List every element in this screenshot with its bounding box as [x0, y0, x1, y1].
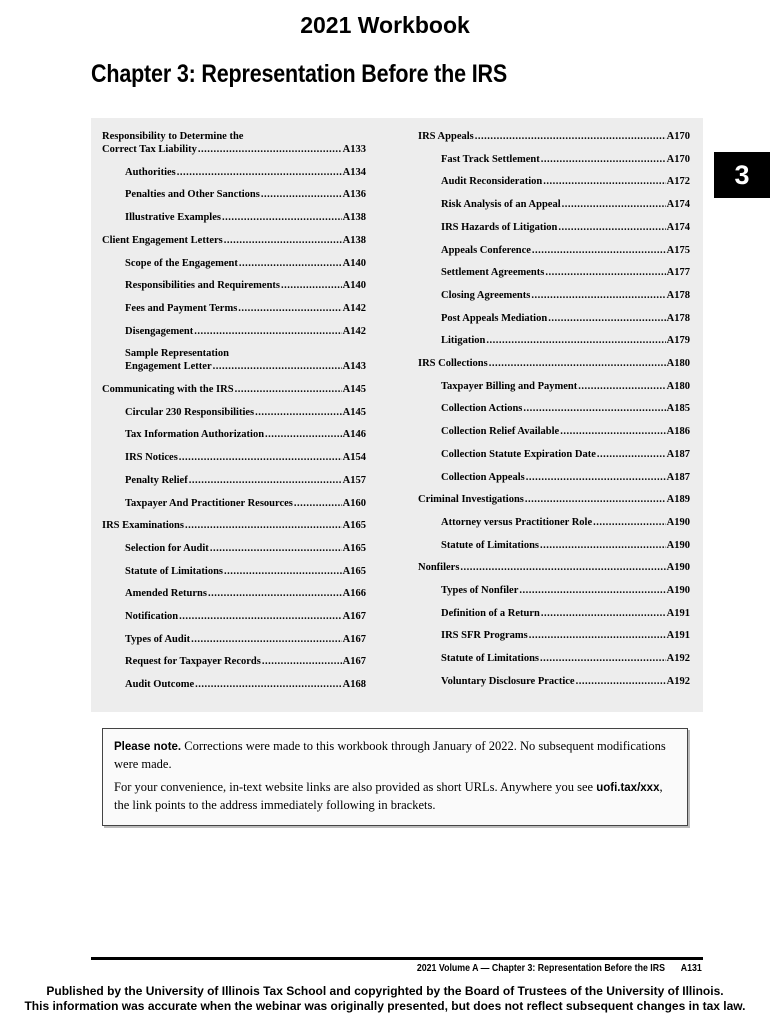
- toc-entry: [441, 198, 690, 211]
- toc-entry: [125, 188, 366, 201]
- dot-leader: [486, 334, 665, 347]
- toc-entry: [102, 383, 366, 396]
- toc-entry-title: Collection Actions: [441, 403, 523, 415]
- dot-leader: [208, 587, 342, 600]
- chapter-tab: 3: [714, 152, 770, 198]
- toc-entry: [418, 493, 690, 506]
- dot-leader: [179, 451, 342, 464]
- toc-entry-title: Settlement Agreements: [441, 267, 545, 279]
- toc-entry-title: Circular 230 Responsibilities: [125, 406, 255, 418]
- toc-entry: [441, 471, 690, 484]
- toc-entry-title: Taxpayer And Practitioner Resources: [125, 497, 293, 509]
- toc-entry: [125, 279, 366, 292]
- dot-leader: [198, 143, 342, 156]
- note-label: Please note.: [114, 741, 182, 753]
- toc-entry-page: A174: [666, 199, 690, 211]
- toc-entry-page: A140: [342, 280, 366, 292]
- toc-entry-page: A190: [666, 539, 690, 551]
- toc-entry-page: A134: [342, 166, 366, 178]
- toc-entry: [441, 516, 690, 529]
- toc-entry: [441, 153, 690, 166]
- toc-entry-page: A175: [666, 244, 690, 256]
- toc-entry: [125, 655, 366, 668]
- dot-leader: [545, 266, 665, 279]
- toc-entry-title: Collection Statute Expiration Date: [441, 448, 596, 460]
- toc-entry-page: A154: [342, 452, 366, 464]
- workbook-title: 2021 Workbook: [300, 12, 470, 38]
- toc-entry-title: Litigation: [441, 335, 486, 347]
- toc-entry: [441, 629, 690, 642]
- dot-leader: [593, 516, 666, 529]
- note-box: [102, 728, 688, 826]
- toc-entry-page: A187: [666, 448, 690, 460]
- toc-entry-page: A170: [666, 153, 690, 165]
- toc-entry-page: A179: [666, 335, 690, 347]
- toc-entry-page: A142: [342, 325, 366, 337]
- dot-leader: [261, 188, 342, 201]
- toc-entry-page: A186: [666, 426, 690, 438]
- toc-entry: [125, 166, 366, 179]
- toc-entry-page: A177: [666, 267, 690, 279]
- toc-entry: [441, 652, 690, 665]
- toc-entry-title: Appeals Conference: [441, 244, 531, 256]
- toc-entry: [441, 425, 690, 438]
- toc-entry: [125, 406, 366, 419]
- toc-entry-title: Responsibilities and Requirements: [125, 280, 280, 292]
- toc-entry-title: Fees and Payment Terms: [125, 302, 238, 314]
- toc-entry-title: Tax Information Authorization: [125, 429, 265, 441]
- dot-leader: [523, 402, 665, 415]
- short-url-text-before: For your convenience, in-text website links are also provided as short URLs. Anywhere you see: [114, 780, 597, 794]
- toc-entry-title: Client Engagement Letters: [102, 234, 223, 246]
- dot-leader: [265, 428, 342, 441]
- toc-entry-title: Audit Outcome: [125, 679, 195, 691]
- toc-entry-page: A167: [342, 656, 366, 668]
- toc-entry-page: A146: [342, 429, 366, 441]
- toc-entry: [125, 451, 366, 464]
- toc-entry-title: Request for Taxpayer Records: [125, 656, 261, 668]
- toc-entry: [125, 257, 366, 270]
- toc-entry-title: Statute of Limitations: [441, 653, 539, 665]
- toc-entry-title-line1: Sample Representation: [125, 348, 229, 360]
- toc-entry-page: A174: [666, 221, 690, 233]
- dot-leader: [562, 198, 666, 211]
- dot-leader: [262, 655, 342, 668]
- toc-entry: [441, 380, 690, 393]
- toc-entry: [125, 565, 366, 578]
- toc-entry-title: IRS Notices: [125, 452, 178, 464]
- note-text: Corrections were made to this workbook through January of 2022. No subsequent modifications were made.: [114, 739, 666, 771]
- toc-entry-page: A191: [666, 630, 690, 642]
- toc-entry-page: A136: [342, 189, 366, 201]
- toc-entry: [441, 266, 690, 279]
- running-footer-text: 2021 Volume A — Chapter 3: Representation Before the IRS: [417, 963, 666, 974]
- toc-entry: [441, 539, 690, 552]
- dot-leader: [191, 633, 342, 646]
- toc-entry-title: Taxpayer Billing and Payment: [441, 380, 578, 392]
- dot-leader: [558, 221, 665, 234]
- dot-leader: [195, 678, 342, 691]
- toc-entry-page: A168: [342, 679, 366, 691]
- toc-entry-title: Attorney versus Practitioner Role: [441, 516, 593, 528]
- toc-entry: [125, 428, 366, 441]
- toc-entry-title: Voluntary Disclosure Practice: [441, 675, 575, 687]
- dot-leader: [224, 565, 342, 578]
- toc-entry-title: IRS Examinations: [102, 520, 184, 532]
- toc-entry-title: Correct Tax Liability: [102, 144, 197, 155]
- publisher-line-2: This information was accurate when the webinar was originally presented, but does not reflect subsequent changes in tax law.: [24, 999, 746, 1013]
- toc-entry-title: Statute of Limitations: [441, 539, 539, 551]
- toc-entry: [418, 561, 690, 574]
- dot-leader: [541, 607, 666, 620]
- toc-entry: [125, 211, 366, 224]
- toc-entry-title: Collection Appeals: [441, 471, 525, 483]
- dot-leader: [179, 610, 342, 623]
- toc-entry-page: A138: [342, 234, 366, 246]
- toc-entry-title: IRS SFR Programs: [441, 630, 528, 642]
- toc-entry: [125, 302, 366, 315]
- toc-entry-title: Nonfilers: [418, 562, 460, 574]
- dot-leader: [597, 448, 666, 461]
- toc-entry-title: Authorities: [125, 166, 176, 178]
- dot-leader: [526, 471, 666, 484]
- toc-entry: [125, 610, 366, 623]
- dot-leader: [540, 539, 666, 552]
- toc-entry-page: A165: [342, 565, 366, 577]
- toc-entry: [102, 234, 366, 247]
- toc-entry-title: Collection Relief Available: [441, 426, 560, 438]
- toc-entry: [441, 402, 690, 415]
- chapter-title: Chapter 3: Representation Before the IRS: [91, 60, 508, 88]
- dot-leader: [177, 166, 342, 179]
- dot-leader: [224, 234, 342, 247]
- toc-entry-page: A157: [342, 474, 366, 486]
- toc-entry-page: A180: [666, 358, 690, 369]
- toc-entry: [125, 474, 366, 487]
- toc-entry-title: Notification: [125, 611, 179, 622]
- dot-leader: [525, 493, 666, 506]
- toc-entry-title: Engagement Letter: [125, 361, 212, 373]
- toc-entry: [125, 587, 366, 600]
- dot-leader: [194, 325, 341, 338]
- toc-entry: [441, 175, 690, 188]
- toc-entry: [125, 542, 366, 555]
- toc-entry-page: A165: [342, 520, 366, 532]
- dot-leader: [255, 406, 342, 419]
- dot-leader: [548, 312, 665, 325]
- toc-entry-title: Post Appeals Mediation: [441, 312, 548, 324]
- toc-entry: [441, 607, 690, 620]
- toc-entry-page: A166: [342, 588, 366, 600]
- publisher-line-1: Published by the University of Illinois Tax School and copyrighted by the Board of Trustees of the University of Illinois.: [46, 984, 724, 998]
- toc-entry: [102, 519, 366, 532]
- toc-entry: [418, 357, 690, 370]
- dot-leader: [185, 519, 342, 532]
- short-url-paragraph: [114, 779, 676, 814]
- toc-entry-title: Selection for Audit: [125, 542, 209, 554]
- dot-leader: [532, 244, 666, 257]
- toc-entry-title: IRS Hazards of Litigation: [441, 221, 558, 233]
- toc-entry-page: A142: [342, 302, 366, 314]
- dot-leader: [238, 302, 341, 315]
- toc-entry-page: A190: [666, 516, 690, 528]
- toc-entry-page: A180: [666, 380, 690, 392]
- toc-entry-page: A170: [666, 131, 690, 142]
- toc-entry-page: A190: [666, 562, 690, 574]
- toc-entry-page: A165: [342, 542, 366, 554]
- toc-entry-page: A185: [666, 403, 690, 415]
- dot-leader: [210, 542, 342, 555]
- toc-entry-title: Scope of the Engagement: [125, 257, 238, 269]
- toc-entry: [125, 497, 366, 510]
- dot-leader: [281, 279, 342, 292]
- toc-entry: [441, 334, 690, 347]
- toc-entry-page: A178: [666, 312, 690, 324]
- toc-entry: [441, 448, 690, 461]
- toc-entry-title: Statute of Limitations: [125, 565, 223, 577]
- dot-leader: [576, 675, 666, 688]
- toc-entry-page: A191: [666, 607, 690, 619]
- page-number: A131: [680, 963, 702, 974]
- running-footer: [417, 963, 702, 974]
- toc-entry-page: A178: [666, 289, 690, 301]
- toc-entry: [441, 584, 690, 597]
- toc-entry: [441, 312, 690, 325]
- toc-entry-title: Amended Returns: [125, 588, 207, 600]
- dot-leader: [475, 130, 666, 143]
- toc-entry-title: IRS Collections: [418, 358, 488, 369]
- toc-entry: [418, 130, 690, 143]
- table-of-contents: [91, 118, 703, 712]
- toc-entry-title: Criminal Investigations: [418, 494, 524, 506]
- toc-entry-title: Audit Reconsideration: [441, 176, 543, 188]
- toc-entry-title: Definition of a Return: [441, 607, 540, 619]
- toc-entry-title: Penalties and Other Sanctions: [125, 189, 260, 201]
- dot-leader: [213, 360, 342, 373]
- toc-entry-page: A160: [342, 497, 366, 509]
- dot-leader: [578, 380, 665, 393]
- toc-entry-title: Disengagement: [125, 325, 194, 337]
- dot-leader: [239, 257, 342, 270]
- short-url-text-after: , the link points to the address immediately following in brackets.: [114, 780, 663, 812]
- toc-entry-title: Penalty Relief: [125, 474, 188, 486]
- short-url: uofi.tax/xxx: [596, 782, 660, 794]
- toc-entry-title: Types of Audit: [125, 633, 191, 645]
- toc-entry-page: A143: [342, 361, 366, 373]
- toc-entry-title-line1: Responsibility to Determine the: [102, 131, 244, 142]
- toc-entry: [125, 678, 366, 691]
- dot-leader: [560, 425, 665, 438]
- toc-entry: [102, 130, 366, 156]
- toc-entry-page: A192: [666, 675, 690, 687]
- toc-entry-page: A189: [666, 494, 690, 506]
- toc-entry-title: Communicating with the IRS: [102, 384, 234, 395]
- toc-entry: [125, 347, 366, 373]
- note-paragraph: [114, 738, 676, 773]
- toc-entry-page: A133: [342, 144, 366, 155]
- toc-entry-page: A187: [666, 471, 690, 483]
- toc-entry: [441, 244, 690, 257]
- toc-entry: [441, 675, 690, 688]
- toc-entry-title: Closing Agreements: [441, 289, 531, 301]
- toc-entry-page: A145: [342, 384, 366, 395]
- dot-leader: [541, 153, 666, 166]
- toc-entry-title: Illustrative Examples: [125, 212, 221, 224]
- toc-entry-page: A138: [342, 212, 366, 224]
- toc-entry: [441, 289, 690, 302]
- dot-leader: [543, 175, 665, 188]
- toc-entry: [125, 633, 366, 646]
- dot-leader: [189, 474, 342, 487]
- toc-entry: [441, 221, 690, 234]
- dot-leader: [460, 561, 665, 574]
- toc-entry-title: Fast Track Settlement: [441, 153, 540, 165]
- toc-entry-title: Risk Analysis of an Appeal: [441, 199, 561, 211]
- dot-leader: [235, 383, 342, 396]
- toc-entry: [125, 325, 366, 338]
- dot-leader: [222, 211, 342, 224]
- dot-leader: [531, 289, 665, 302]
- dot-leader: [529, 629, 666, 642]
- dot-leader: [519, 584, 665, 597]
- toc-entry-page: A145: [342, 406, 366, 418]
- dot-leader: [489, 357, 666, 370]
- toc-entry-page: A192: [666, 653, 690, 665]
- footer-rule: [91, 957, 703, 960]
- toc-entry-page: A167: [342, 611, 366, 622]
- dot-leader: [294, 497, 342, 510]
- toc-entry-page: A167: [342, 633, 366, 645]
- toc-entry-page: A140: [342, 257, 366, 269]
- toc-entry-title: Types of Nonfiler: [441, 585, 519, 596]
- toc-entry-title: IRS Appeals: [418, 131, 474, 142]
- dot-leader: [540, 652, 666, 665]
- toc-entry-page: A172: [666, 176, 690, 188]
- toc-entry-page: A190: [666, 585, 690, 596]
